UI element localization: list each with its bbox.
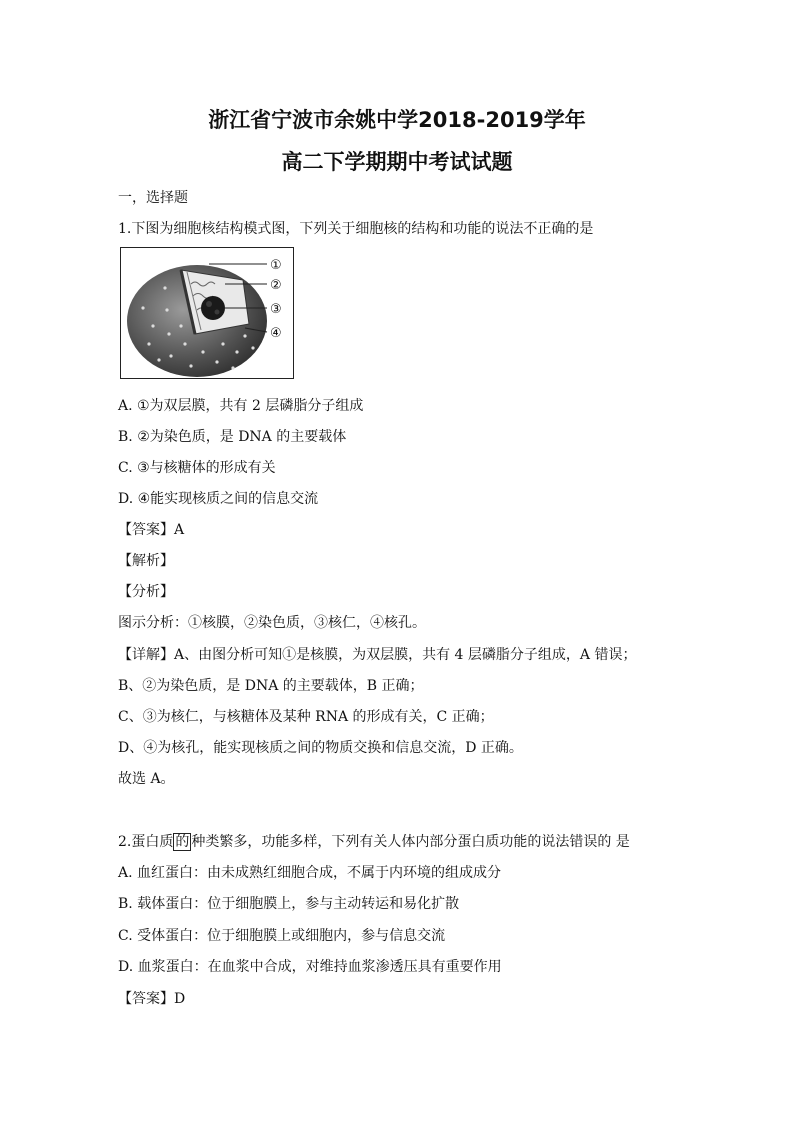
q1-option-b: B. ②为染色质，是 DNA 的主要载体 [118,429,347,445]
figure-label-3: ③ [270,302,282,317]
q1-conclusion: 故选 A。 [118,771,175,787]
document-title-line1: 浙江省宁波市余姚中学2018-2019学年 [208,108,586,132]
nucleus-diagram [121,248,293,378]
question-1-stem: 1.下图为细胞核结构模式图，下列关于细胞核的结构和功能的说法不正确的是 [118,221,594,237]
q1-option-a: A. ①为双层膜，共有 2 层磷脂分子组成 [118,398,364,414]
q2-stem-pre: 2.蛋白质 [118,834,174,850]
q2-stem-post: 种类繁多，功能多样，下列有关人体内部分蛋白质功能的说法错误的 是 [191,834,630,850]
q1-sub-header: 【分析】 [118,584,174,600]
q1-analysis-header: 【解析】 [118,553,174,569]
q1-detail-b: B、②为染色质，是 DNA 的主要载体，B 正确； [118,678,424,694]
q2-option-c: C. 受体蛋白：位于细胞膜上或细胞内，参与信息交流 [118,928,446,944]
q1-option-c: C. ③与核糖体的形成有关 [118,460,276,476]
figure-label-4: ④ [270,326,282,341]
q2-option-d: D. 血浆蛋白：在血浆中合成，对维持血浆渗透压具有重要作用 [118,959,502,975]
section-label: 一，选择题 [118,190,188,206]
q1-figure-analysis: 图示分析：①核膜，②染色质，③核仁，④核孔。 [118,615,426,631]
q2-answer: 【答案】D [118,991,186,1007]
nucleus-structure-figure [120,247,294,379]
question-2-stem [118,831,630,851]
document-title-line2: 高二下学期期中考试试题 [281,150,513,174]
q2-stem-boxed-char: 的 [175,834,190,850]
q2-option-b: B. 载体蛋白：位于细胞膜上，参与主动转运和易化扩散 [118,896,460,912]
q2-option-a: A. 血红蛋白：由未成熟红细胞合成，不属于内环境的组成成分 [118,865,502,881]
q1-detail-c: C、③为核仁，与核糖体及某种 RNA 的形成有关，C 正确； [118,709,494,725]
q1-detail-d: D、④为核孔，能实现核质之间的物质交换和信息交流，D 正确。 [118,740,523,756]
q1-option-d: D. ④能实现核质之间的信息交流 [118,491,319,507]
q1-answer: 【答案】A [118,522,185,538]
figure-label-1: ① [270,258,282,273]
figure-label-2: ② [270,278,282,293]
q1-detail-a: 【详解】A、由图分析可知①是核膜，为双层膜，共有 4 层磷脂分子组成，A 错误； [118,647,637,663]
nucleolus [201,296,225,320]
